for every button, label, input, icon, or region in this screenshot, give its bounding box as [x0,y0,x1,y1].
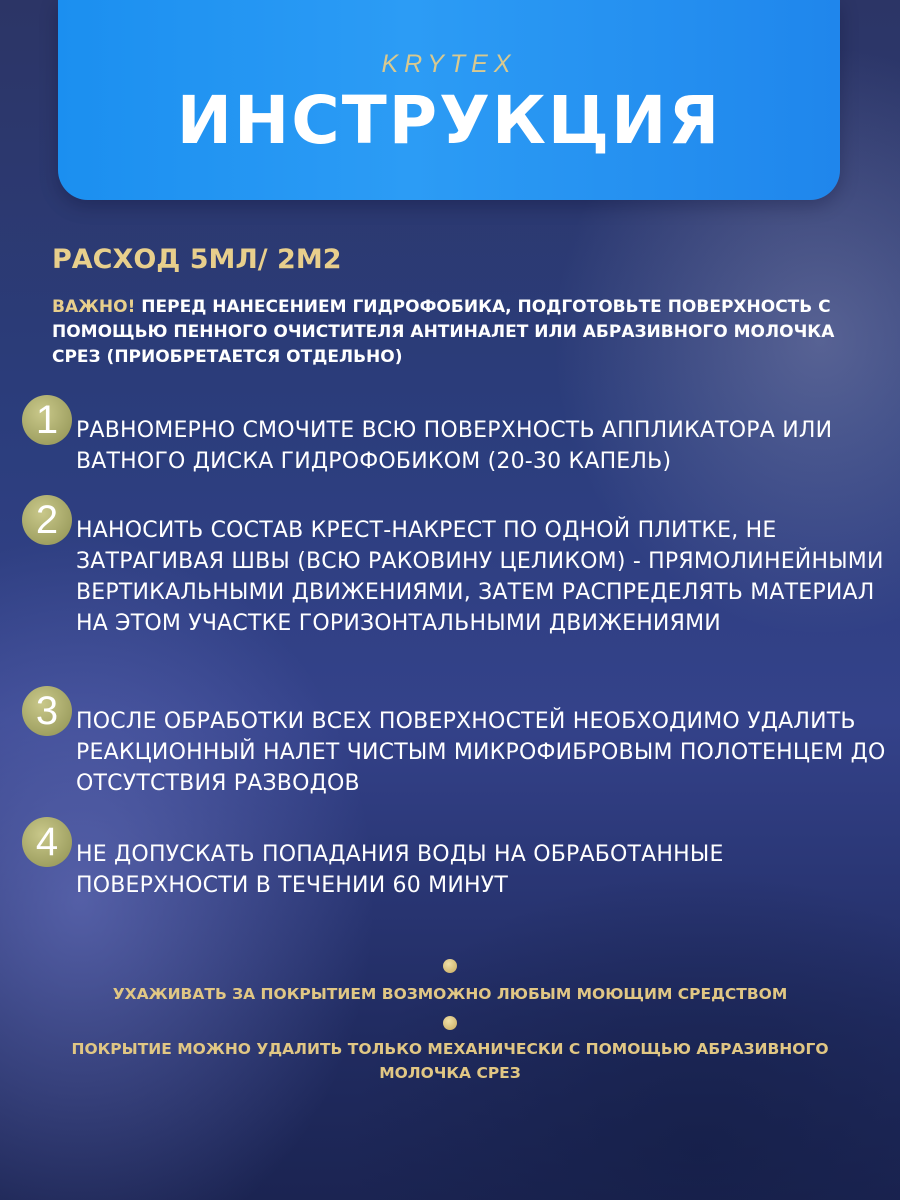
step-text: РАВНОМЕРНО СМОЧИТЕ ВСЮ ПОВЕРХНОСТЬ АППЛИКАТОРА ИЛИ ВАТНОГО ДИСКА ГИДРОФОБИКОМ (20-30 КАПЕЛЬ) [76,418,833,474]
important-text: ПЕРЕД НАНЕСЕНИЕМ ГИДРОФОБИКА, ПОДГОТОВЬТЕ ПОВЕРХНОСТЬ С ПОМОЩЬЮ ПЕННОГО ОЧИСТИТЕЛЯ АНТИНАЛЕТ ИЛИ АБРАЗИВНОГО МОЛОЧКА СРЕЗ (ПРИОБРЕТАЕТСЯ ОТДЕЛЬНО) [52,297,835,367]
consumption-rate: РАСХОД 5МЛ/ 2М2 [52,244,342,275]
removal-note: ПОКРЫТИЕ МОЖНО УДАЛИТЬ ТОЛЬКО МЕХАНИЧЕСКИ С ПОМОЩЬЮ АБРАЗИВНОГО МОЛОЧКА СРЕЗ [71,1040,829,1082]
step-number-badge: 2 [22,495,72,545]
step-number-badge: 4 [22,817,72,867]
important-notice [52,295,862,370]
step-1 [22,395,882,474]
step-4 [22,817,882,898]
bullet-icon [443,1016,457,1030]
step-text: НАНОСИТЬ СОСТАВ КРЕСТ-НАКРЕСТ ПО ОДНОЙ ПЛИТКЕ, НЕ ЗАТРАГИВАЯ ШВЫ (ВСЮ РАКОВИНУ ЦЕЛИКОМ) - ПРЯМОЛИНЕЙНЫМИ ВЕРТИКАЛЬНЫМИ ДВИЖЕНИЯМИ, ЗАТЕМ РАСПРЕДЕЛЯТЬ МАТЕРИАЛ НА ЭТОМ УЧАСТКЕ ГОРИЗОНТАЛЬНЫМИ ДВИЖЕНИЯМИ [76,518,884,636]
page-title: ИНСТРУКЦИЯ [176,82,722,159]
header-banner [58,0,840,200]
bullet-icon [443,959,457,973]
step-text: НЕ ДОПУСКАТЬ ПОПАДАНИЯ ВОДЫ НА ОБРАБОТАННЫЕ ПОВЕРХНОСТИ В ТЕЧЕНИИ 60 МИНУТ [76,842,724,898]
step-3 [22,686,886,796]
step-number-badge: 1 [22,395,72,445]
important-label: ВАЖНО! [52,297,136,317]
step-number-badge: 3 [22,686,72,736]
care-note: УХАЖИВАТЬ ЗА ПОКРЫТИЕМ ВОЗМОЖНО ЛЮБЫМ МОЮЩИМ СРЕДСТВОМ [112,985,788,1003]
brand-logo: KRYTEX [381,50,517,78]
step-text: ПОСЛЕ ОБРАБОТКИ ВСЕХ ПОВЕРХНОСТЕЙ НЕОБХОДИМО УДАЛИТЬ РЕАКЦИОННЫЙ НАЛЕТ ЧИСТЫМ МИКРОФИБРОВЫМ ПОЛОТЕНЦЕМ ДО ОТСУТСТВИЯ РАЗВОДОВ [76,709,886,796]
step-2 [22,495,884,636]
